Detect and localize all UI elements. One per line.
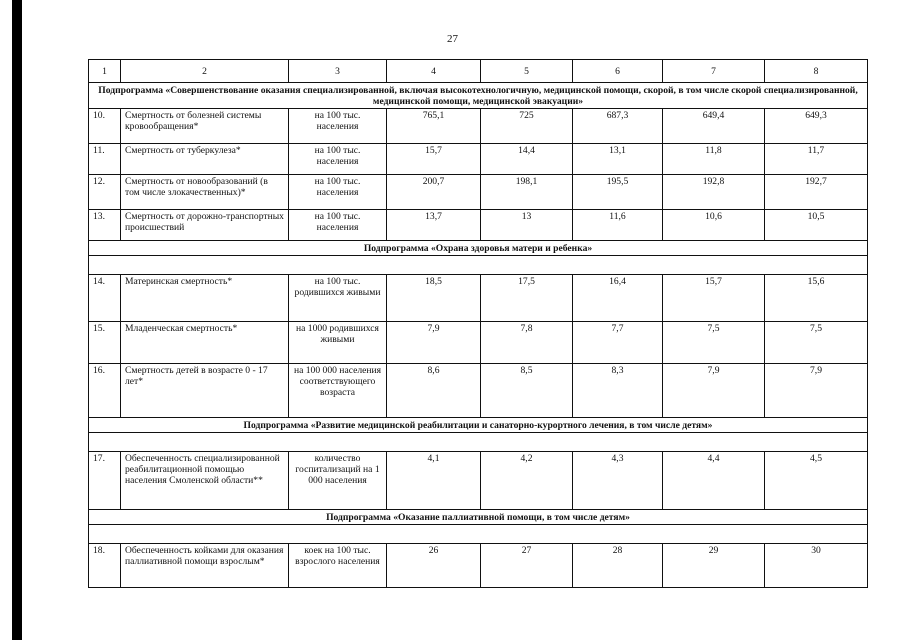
- value-cell: 4,1: [387, 452, 481, 510]
- column-header: 5: [481, 60, 573, 83]
- column-header: 4: [387, 60, 481, 83]
- column-header: 3: [289, 60, 387, 83]
- row-number: 13.: [89, 210, 121, 241]
- value-cell: 7,8: [481, 322, 573, 364]
- unit-cell: на 100 тыс. населения: [289, 144, 387, 175]
- value-cell: 13,7: [387, 210, 481, 241]
- indicator-name: Смертность от болезней системы кровообращения*: [121, 109, 289, 144]
- unit-cell: на 100 тыс. населения: [289, 175, 387, 210]
- unit-cell: на 100 тыс. населения: [289, 109, 387, 144]
- spacer-cell: [89, 433, 868, 452]
- value-cell: 4,5: [765, 452, 868, 510]
- table-row: [89, 210, 868, 241]
- spacer-row: [89, 525, 868, 544]
- value-cell: 8,3: [573, 364, 663, 418]
- section-heading: Подпрограмма «Оказание паллиативной помощи, в том числе детям»: [89, 510, 868, 525]
- value-cell: 192,7: [765, 175, 868, 210]
- table-row: [89, 109, 868, 144]
- indicator-name: Материнская смертность*: [121, 275, 289, 322]
- indicator-name: Обеспеченность специализированной реабилитационной помощью населения Смоленской области**: [121, 452, 289, 510]
- value-cell: 10,6: [663, 210, 765, 241]
- row-number: 16.: [89, 364, 121, 418]
- spacer-row: [89, 433, 868, 452]
- table-row: [89, 322, 868, 364]
- column-header: 8: [765, 60, 868, 83]
- row-number: 11.: [89, 144, 121, 175]
- value-cell: 8,6: [387, 364, 481, 418]
- unit-cell: на 100 тыс. населения: [289, 210, 387, 241]
- row-number: 14.: [89, 275, 121, 322]
- unit-cell: на 1000 родившихся живыми: [289, 322, 387, 364]
- scan-edge-bar: [12, 0, 22, 640]
- value-cell: 13: [481, 210, 573, 241]
- value-cell: 200,7: [387, 175, 481, 210]
- section-heading-row: [89, 510, 868, 525]
- value-cell: 14,4: [481, 144, 573, 175]
- value-cell: 4,3: [573, 452, 663, 510]
- indicator-name: Младенческая смертность*: [121, 322, 289, 364]
- section-heading-row: [89, 83, 868, 109]
- value-cell: 16,4: [573, 275, 663, 322]
- section-heading: Подпрограмма «Охрана здоровья матери и ребенка»: [89, 241, 868, 256]
- value-cell: 15,6: [765, 275, 868, 322]
- page-number: 27: [447, 33, 458, 45]
- value-cell: 15,7: [387, 144, 481, 175]
- row-number: 10.: [89, 109, 121, 144]
- value-cell: 7,9: [663, 364, 765, 418]
- unit-cell: коек на 100 тыс. взрослого населения: [289, 544, 387, 588]
- unit-cell: количество госпитализаций на 1 000 населения: [289, 452, 387, 510]
- value-cell: 8,5: [481, 364, 573, 418]
- column-header: 7: [663, 60, 765, 83]
- row-number: 18.: [89, 544, 121, 588]
- indicator-name: Смертность от туберкулеза*: [121, 144, 289, 175]
- value-cell: 10,5: [765, 210, 868, 241]
- value-cell: 7,9: [387, 322, 481, 364]
- value-cell: 7,5: [765, 322, 868, 364]
- unit-cell: на 100 тыс. родившихся живыми: [289, 275, 387, 322]
- indicator-name: Смертность от дорожно-транспортных происшествий: [121, 210, 289, 241]
- value-cell: 17,5: [481, 275, 573, 322]
- table-row: [89, 175, 868, 210]
- value-cell: 687,3: [573, 109, 663, 144]
- value-cell: 13,1: [573, 144, 663, 175]
- spacer-cell: [89, 525, 868, 544]
- table-row: [89, 364, 868, 418]
- value-cell: 7,9: [765, 364, 868, 418]
- row-number: 12.: [89, 175, 121, 210]
- value-cell: 4,4: [663, 452, 765, 510]
- table-row: [89, 144, 868, 175]
- value-cell: 195,5: [573, 175, 663, 210]
- table-row: [89, 544, 868, 588]
- value-cell: 27: [481, 544, 573, 588]
- column-header: 1: [89, 60, 121, 83]
- value-cell: 7,7: [573, 322, 663, 364]
- value-cell: 725: [481, 109, 573, 144]
- row-number: 15.: [89, 322, 121, 364]
- value-cell: 15,7: [663, 275, 765, 322]
- value-cell: 28: [573, 544, 663, 588]
- value-cell: 4,2: [481, 452, 573, 510]
- value-cell: 7,5: [663, 322, 765, 364]
- indicators-table: [88, 59, 868, 588]
- row-number: 17.: [89, 452, 121, 510]
- value-cell: 192,8: [663, 175, 765, 210]
- value-cell: 11,6: [573, 210, 663, 241]
- unit-cell: на 100 000 населения соответствующего возраста: [289, 364, 387, 418]
- value-cell: 765,1: [387, 109, 481, 144]
- indicator-name: Смертность от новообразований (в том числе злокачественных)*: [121, 175, 289, 210]
- value-cell: 11,8: [663, 144, 765, 175]
- column-header: 2: [121, 60, 289, 83]
- value-cell: 30: [765, 544, 868, 588]
- value-cell: 198,1: [481, 175, 573, 210]
- section-heading: Подпрограмма «Совершенствование оказания специализированной, включая высокотехнологичную, медицинской помощи, скорой, в том числе скорой специализированной, медицинской помощи, медицинской эвакуации»: [89, 83, 868, 109]
- indicator-name: Смертность детей в возрасте 0 - 17 лет*: [121, 364, 289, 418]
- value-cell: 18,5: [387, 275, 481, 322]
- indicator-name: Обеспеченность койками для оказания паллиативной помощи взрослым*: [121, 544, 289, 588]
- table-row: [89, 452, 868, 510]
- section-heading-row: [89, 241, 868, 256]
- column-header: 6: [573, 60, 663, 83]
- spacer-row: [89, 256, 868, 275]
- section-heading-row: [89, 418, 868, 433]
- value-cell: 29: [663, 544, 765, 588]
- spacer-cell: [89, 256, 868, 275]
- value-cell: 26: [387, 544, 481, 588]
- value-cell: 649,3: [765, 109, 868, 144]
- value-cell: 649,4: [663, 109, 765, 144]
- table-header-row: [89, 60, 868, 83]
- value-cell: 11,7: [765, 144, 868, 175]
- table-row: [89, 275, 868, 322]
- section-heading: Подпрограмма «Развитие медицинской реабилитации и санаторно-курортного лечения, в том числе детям»: [89, 418, 868, 433]
